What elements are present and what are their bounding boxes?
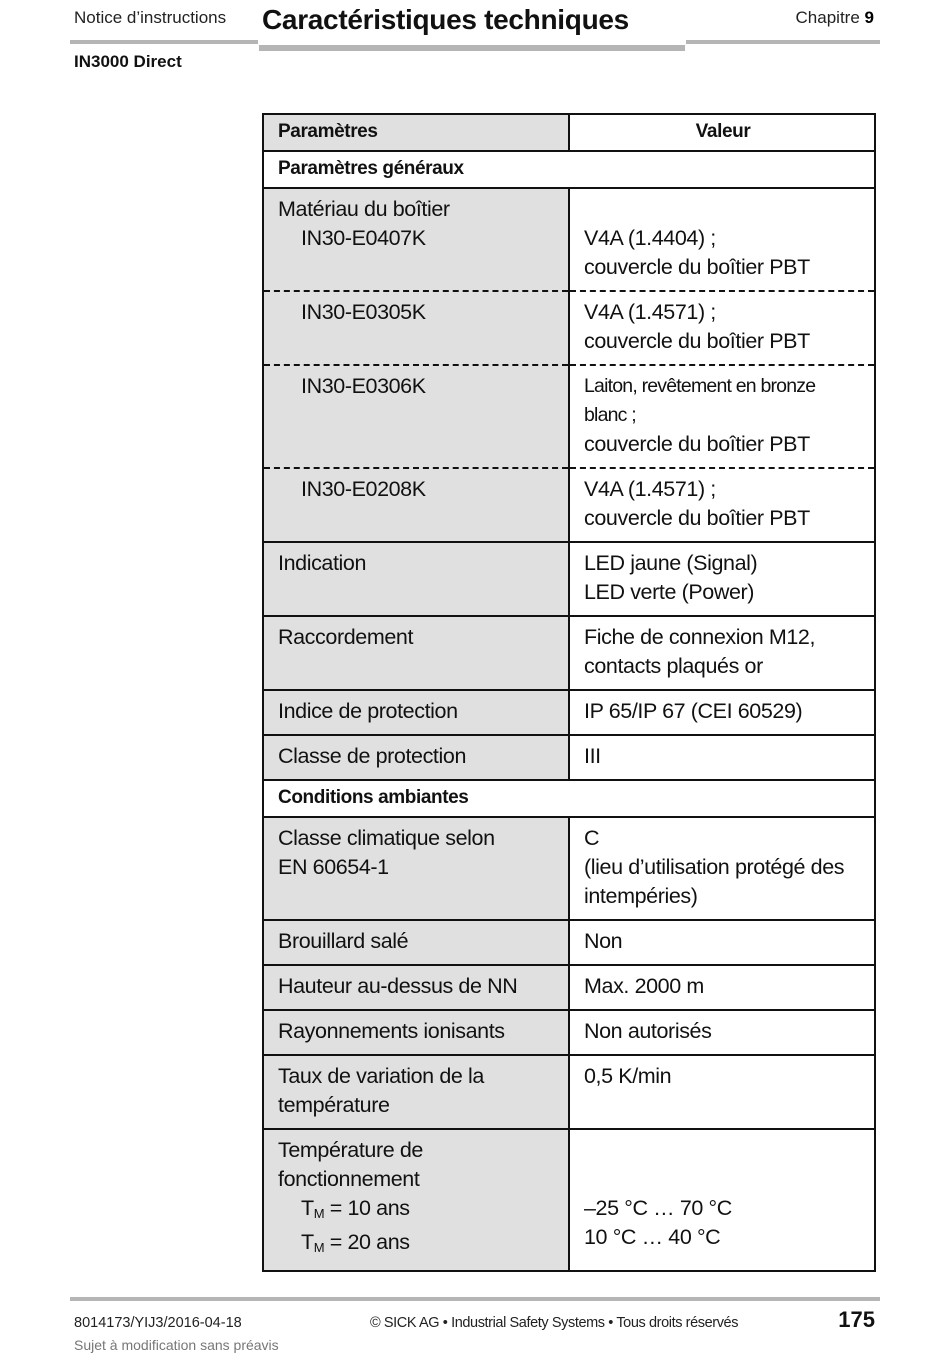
value-ip-rating: IP 65/IP 67 (CEI 60529) [569,690,875,735]
housing-model: IN30-E0305K [263,291,569,365]
document-type: Notice d’instructions [74,8,227,27]
value-ionizing-radiation: Non autorisés [569,1010,875,1055]
value-altitude: Max. 2000 m [569,965,875,1010]
table-header-row [263,114,875,151]
table-row [263,690,875,735]
housing-value-line: couvercle du boîtier PBT [584,255,810,279]
param-operating-temp: Température de fonctionnement $T_M = 10$ ans $T_M = 20$ ans [263,1129,569,1271]
tm-10-label: $T_M = 10$ ans [301,1196,410,1221]
value-climate-class: C (lieu d’utilisation protégé des intempéries) [569,817,875,920]
param-housing-material [263,188,569,291]
housing-value-line: V4A (1.4404) ; [584,226,716,250]
value-housing-1 [569,291,875,365]
table-row [263,365,875,468]
housing-value-line: V4A (1.4571) ; [584,300,716,324]
copyright: © SICK AG • Industrial Safety Systems • Tous droits réservés [370,1315,739,1331]
section-row-general [263,151,875,188]
footer-rule [70,1297,880,1301]
table-row [263,1010,875,1055]
param-altitude: Hauteur au-dessus de NN [263,965,569,1010]
value-connection: Fiche de connexion M12, contacts plaqués or [569,616,875,690]
page-number: 175 [838,1307,875,1332]
value-salt-fog: Non [569,920,875,965]
value-housing-2 [569,365,875,468]
page-title: Caractéristiques techniques [262,4,629,35]
column-header-parameters: Paramètres [263,114,569,151]
value-protection-class: III [569,735,875,780]
table-row [263,291,875,365]
value-operating-temp [569,1129,875,1271]
housing-value-line: V4A (1.4571) ; [584,477,716,501]
table-row [263,468,875,542]
param-salt-fog: Brouillard salé [263,920,569,965]
header-rule-title [259,45,685,51]
value-housing-0 [569,188,875,291]
table-row [263,542,875,616]
table-row [263,735,875,780]
housing-model: IN30-E0208K [263,468,569,542]
housing-value-line: couvercle du boîtier PBT [584,329,810,353]
table-row [263,188,875,291]
table-row [263,1129,875,1271]
param-temp-rate: Taux de variation de la température [263,1055,569,1129]
table-row [263,920,875,965]
document-id: 8014173/YIJ3/2016-04-18 [74,1315,242,1331]
housing-value-line: couvercle du boîtier PBT [584,432,810,456]
column-header-value: Valeur [569,114,875,151]
temp-range-10: –25 °C … 70 °C [584,1196,732,1220]
housing-model: IN30-E0306K [263,365,569,468]
housing-label: Matériau du boîtier [278,197,450,221]
param-ionizing-radiation: Rayonnements ionisants [263,1010,569,1055]
param-climate-class: Classe climatique selon EN 60654-1 [263,817,569,920]
chapter-label: Chapitre [795,8,860,27]
section-row-ambient [263,780,875,817]
param-ip-rating: Indice de protection [263,690,569,735]
header-rule-left [70,40,258,44]
section-title-ambient: Conditions ambiantes [263,780,875,817]
table-row [263,965,875,1010]
section-title-general: Paramètres généraux [263,151,875,188]
value-indication: LED jaune (Signal) LED verte (Power) [569,542,875,616]
housing-model: IN30-E0407K [301,226,426,250]
table-row [263,616,875,690]
housing-value-line: Laiton, revêtement en bronze [584,375,816,397]
housing-value-line: couvercle du boîtier PBT [584,506,810,530]
value-housing-3 [569,468,875,542]
change-notice: Sujet à modification sans préavis [74,1337,279,1353]
table-row [263,817,875,920]
table-row [263,1055,875,1129]
value-temp-rate: 0,5 K/min [569,1055,875,1129]
temp-range-20: 10 °C … 40 °C [584,1225,721,1249]
tm-20-label: $T_M = 20$ ans [301,1230,410,1255]
param-indication: Indication [263,542,569,616]
product-name: IN3000 Direct [74,52,182,71]
chapter-indicator [796,8,874,28]
param-protection-class: Classe de protection [263,735,569,780]
chapter-number: 9 [864,8,874,27]
technical-specs-table [262,113,876,1272]
header-rule-right [686,40,880,44]
housing-value-line: blanc ; [584,404,636,426]
param-connection: Raccordement [263,616,569,690]
